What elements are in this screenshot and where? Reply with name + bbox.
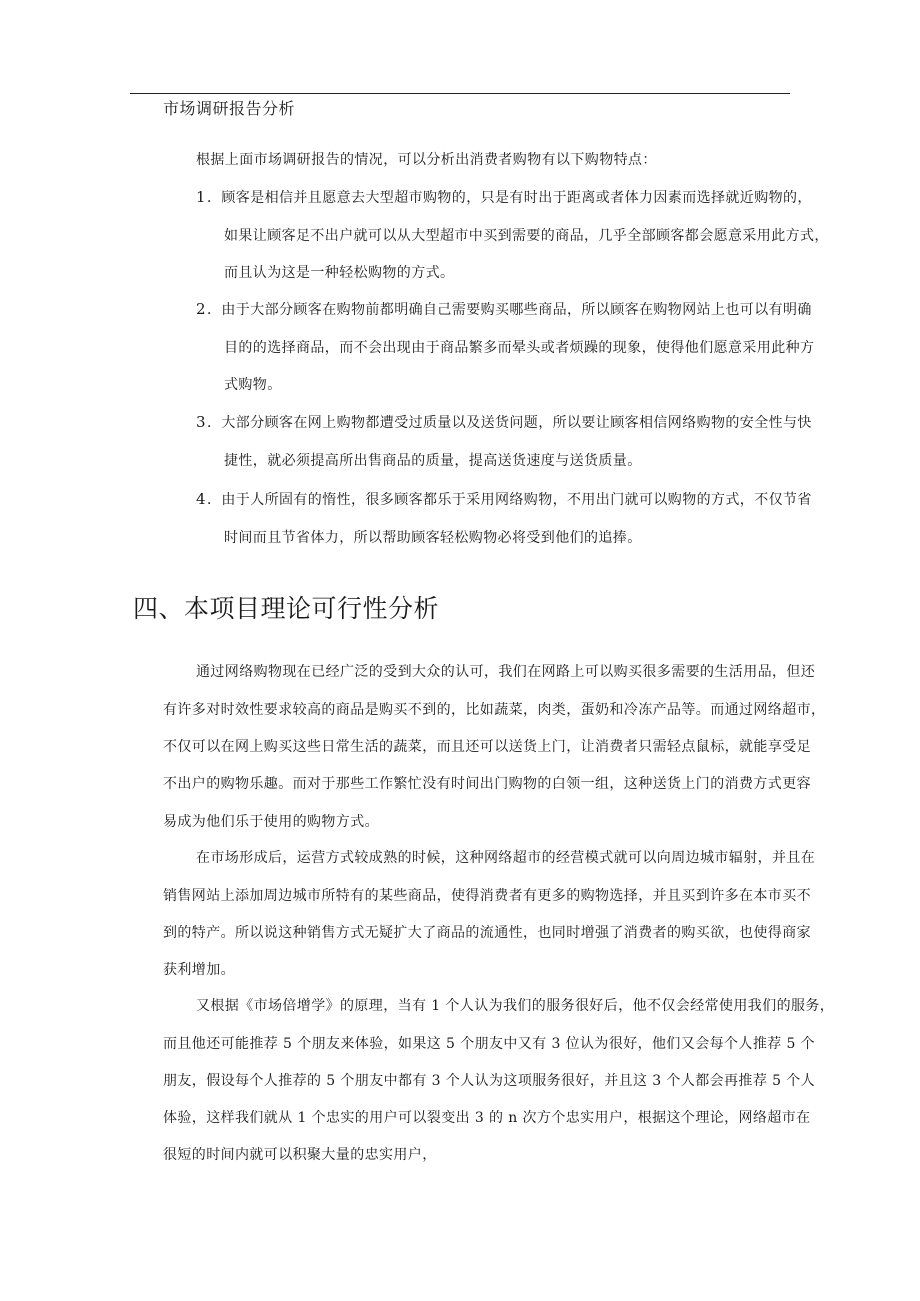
list-item-line: ．顾客是相信并且愿意去大型超市购物的，只是有时出于距离或者体力因素而选择就近购物的， [207, 190, 812, 206]
list-item-line: ．由于人所固有的惰性，很多顾客都乐于采用网络购物，不用出门就可以购物的方式，不仅节省 [207, 492, 812, 508]
paragraph-line: 朋友，假设每个人推荐的 5 个朋友中都有 3 个人认为这项服务很好，并且这 3 个人都会再推荐 5 个人 [163, 1073, 816, 1089]
paragraph-line: 又根据《市场倍增学》的原理，当有 1 个人认为我们的服务很好后，他不仅会经常使用我们的服务， [196, 998, 835, 1014]
list-number: 1 [196, 188, 206, 206]
list-item-line: 式购物。 [224, 377, 282, 393]
paragraph-line: 销售网站上添加周边城市所特有的某些商品，使得消费者有更多的购物选择，并且买到许多在本市买不 [163, 888, 811, 904]
paragraph-line: 不出户的购物乐趣。而对于那些工作繁忙没有时间出门购物的白领一组，这种送货上门的消费方式更容 [163, 776, 811, 792]
list-number: 4 [196, 490, 206, 508]
list-number: 3 [196, 413, 206, 431]
paragraph-line: 不仅可以在网上购买这些日常生活的蔬菜，而且还可以送货上门，让消费者只需轻点鼠标，就能享受足 [163, 739, 811, 755]
list-item-line: 而且认为这是一种轻松购物的方式。 [224, 265, 455, 281]
list-item-line: ．由于大部分顾客在购物前都明确自己需要购买哪些商品，所以顾客在购物网站上也可以有明确 [207, 302, 812, 318]
list-item-line: 时间而且节省体力，所以帮助顾客轻松购物必将受到他们的追捧。 [224, 530, 642, 546]
paragraph-line: 而且他还可能推荐 5 个朋友来体验，如果这 5 个朋友中又有 3 位认为很好，他们又会每个人推荐 5 个 [163, 1036, 816, 1052]
running-head: 市场调研报告分析 [163, 99, 296, 118]
header-rule [130, 93, 790, 94]
paragraph-line: 有许多对时效性要求较高的商品是购买不到的，比如蔬菜，肉类，蛋奶和冷冻产品等。而通过网络超市， [163, 702, 826, 718]
paragraph-line: 通过网络购物现在已经广泛的受到大众的认可，我们在网路上可以购买很多需要的生活用品，但还 [196, 664, 816, 680]
paragraph-line: 在市场形成后，运营方式较成熟的时候，这种网络超市的经营模式就可以向周边城市辐射，并且在 [196, 850, 816, 866]
list-item-line: 如果让顾客足不出户就可以从大型超市中买到需要的商品，几乎全部顾客都会愿意采用此方式， [224, 228, 829, 244]
list-item-line: 目的的选择商品，而不会出现由于商品繁多而晕头或者烦躁的现象，使得他们愿意采用此种方 [224, 340, 815, 356]
paragraph-line: 体验，这样我们就从 1 个忠实的用户可以裂变出 3 的 n 次方个忠实用户，根据这个理论，网络超市在 [163, 1110, 811, 1126]
list-number: 2 [196, 300, 206, 318]
paragraph-line: 获利增加。 [163, 962, 235, 978]
paragraph-line: 到的特产。所以说这种销售方式无疑扩大了商品的流通性，也同时增强了消费者的购买欲，也使得商家 [163, 925, 811, 941]
paragraph-line: 易成为他们乐于使用的购物方式。 [163, 814, 379, 830]
list-item-line: 捷性，就必须提高所出售商品的质量，提高送货速度与送货质量。 [224, 453, 642, 469]
intro-line: 根据上面市场调研报告的情况，可以分析出消费者购物有以下购物特点： [196, 152, 657, 168]
list-item-line: ．大部分顾客在网上购物都遭受过质量以及送货问题，所以要让顾客相信网络购物的安全性与快 [207, 415, 812, 431]
paragraph-line: 很短的时间内就可以积聚大量的忠实用户， [163, 1147, 437, 1163]
section-heading: 四、本项目理论可行性分析 [133, 594, 440, 623]
